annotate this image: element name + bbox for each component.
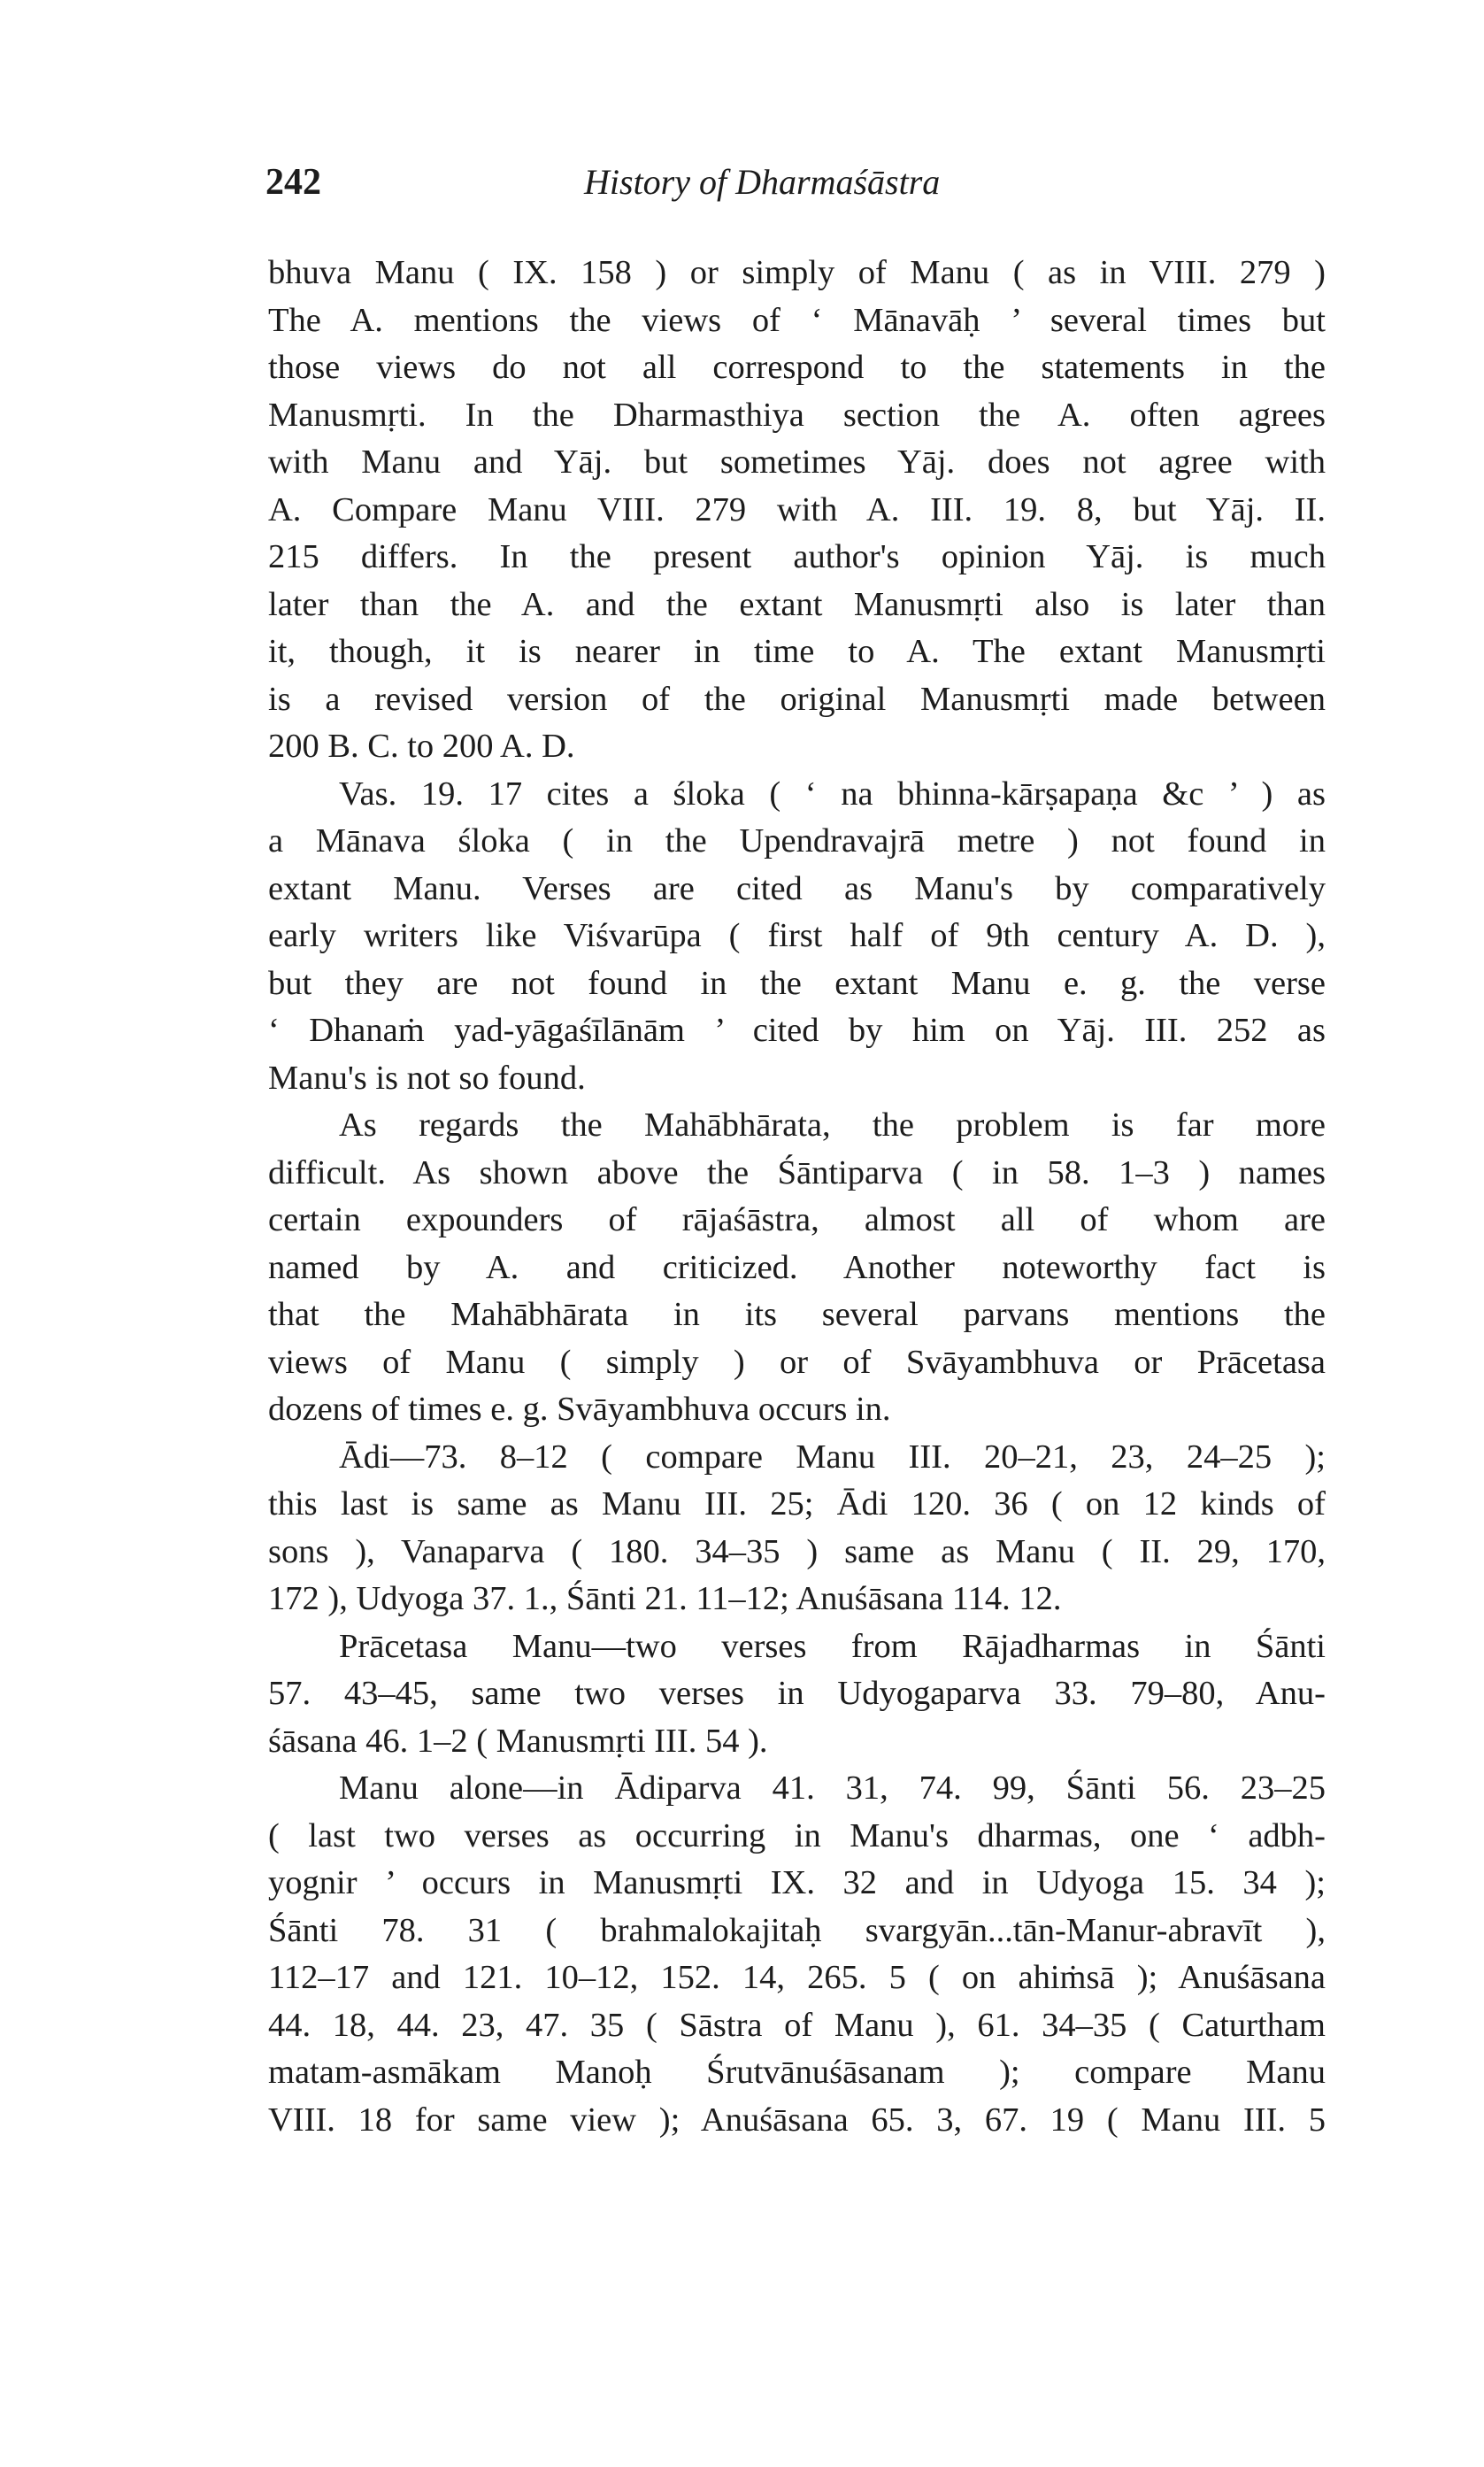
text-line: those views do not all correspond to the statements in the bbox=[268, 349, 1326, 386]
text-line: but they are not found in the extant Manu e. g. the verse bbox=[268, 964, 1326, 1002]
text-line: ( last two verses as occurring in Manu's dharmas, one ‘ adbh- bbox=[268, 1816, 1326, 1854]
text-line: 172 ), Udyoga 37. 1., Śānti 21. 11–12; Anuśāsana 114. 12. bbox=[268, 1580, 1062, 1617]
text-line: 57. 43–45, same two verses in Udyogaparva 33. 79–80, Anu- bbox=[268, 1675, 1326, 1712]
text-line: with Manu and Yāj. but sometimes Yāj. does not agree with bbox=[268, 443, 1326, 481]
text-line: The A. mentions the views of ‘ Mānavāḥ ’ several times but bbox=[268, 301, 1326, 339]
body-text bbox=[268, 250, 1326, 2144]
text-line: early writers like Viśvarūpa ( first half of 9th century A. D. ), bbox=[268, 917, 1326, 954]
text-line: later than the A. and the extant Manusmṛti also is later than bbox=[268, 585, 1326, 623]
text-line: 215 differs. In the present author's opinion Yāj. is much bbox=[268, 538, 1326, 575]
text-line: Ādi—73. 8–12 ( compare Manu III. 20–21, 23, 24–25 ); bbox=[339, 1438, 1326, 1476]
text-line: 44. 18, 44. 23, 47. 35 ( Sāstra of Manu ), 61. 34–35 ( Caturtham bbox=[268, 2006, 1326, 2044]
text-line: dozens of times e. g. Svāyambhuva occurs in. bbox=[268, 1391, 891, 1428]
text-line: matam-asmākam Manoḥ Śrutvānuśāsanam ); compare Manu bbox=[268, 2054, 1326, 2091]
text-line: A. Compare Manu VIII. 279 with A. III. 19. 8, but Yāj. II. bbox=[268, 490, 1326, 528]
text-line: this last is same as Manu III. 25; Ādi 120. 36 ( on 12 kinds of bbox=[268, 1485, 1326, 1523]
text-line: difficult. As shown above the Śāntiparva ( in 58. 1–3 ) names bbox=[268, 1153, 1326, 1191]
text-line: that the Mahābhārata in its several parvans mentions the bbox=[268, 1296, 1326, 1333]
text-line: VIII. 18 for same view ); Anuśāsana 65. 3, 67. 19 ( Manu III. 5 bbox=[268, 2101, 1326, 2139]
paragraph-3 bbox=[268, 1102, 1326, 1434]
text-line: extant Manu. Verses are cited as Manu's by comparatively bbox=[268, 869, 1326, 907]
text-line: Vas. 19. 17 cites a śloka ( ‘ na bhinna-kārṣapaṇa &c ’ ) as bbox=[339, 775, 1326, 813]
paragraph-1 bbox=[268, 250, 1326, 771]
text-line: 112–17 and 121. 10–12, 152. 14, 265. 5 ( on ahiṁsā ); Anuśāsana bbox=[268, 1959, 1326, 1996]
paragraph-2 bbox=[268, 771, 1326, 1103]
paragraph-5 bbox=[268, 1623, 1326, 1766]
text-line: Manusmṛti. In the Dharmasthiya section the A. often agrees bbox=[268, 396, 1326, 434]
text-line: Śānti 78. 31 ( brahmalokajitaḥ svargyān...tān-Manur-abravīt ), bbox=[268, 1911, 1326, 1949]
text-line: As regards the Mahābhārata, the problem is far more bbox=[339, 1106, 1326, 1144]
text-line: sons ), Vanaparva ( 180. 34–35 ) same as Manu ( II. 29, 170, bbox=[268, 1532, 1326, 1570]
running-title: History of Dharmaśāstra bbox=[584, 162, 941, 202]
text-line: a Mānava śloka ( in the Upendravajrā metre ) not found in bbox=[268, 822, 1326, 860]
text-line: Prācetasa Manu—two verses from Rājadharmas in Śānti bbox=[339, 1627, 1326, 1665]
text-line: yognir ’ occurs in Manusmṛti IX. 32 and in Udyoga 15. 34 ); bbox=[268, 1864, 1326, 1901]
text-line: views of Manu ( simply ) or of Svāyambhuva or Prācetasa bbox=[268, 1343, 1326, 1381]
text-line: 200 B. C. to 200 A. D. bbox=[268, 728, 575, 765]
text-line: is a revised version of the original Manusmṛti made between bbox=[268, 680, 1326, 718]
text-line: certain expounders of rājaśāstra, almost all of whom are bbox=[268, 1201, 1326, 1238]
text-line: Manu alone—in Ādiparva 41. 31, 74. 99, Śānti 56. 23–25 bbox=[339, 1769, 1326, 1807]
text-line: Manu's is not so found. bbox=[268, 1059, 586, 1097]
text-line: bhuva Manu ( IX. 158 ) or simply of Manu ( as in VIII. 279 ) bbox=[268, 254, 1326, 291]
text-line: named by A. and criticized. Another noteworthy fact is bbox=[268, 1248, 1326, 1286]
paragraph-6 bbox=[268, 1765, 1326, 2144]
text-line: it, though, it is nearer in time to A. The extant Manusmṛti bbox=[268, 633, 1326, 670]
text-line: śāsana 46. 1–2 ( Manusmṛti III. 54 ). bbox=[268, 1722, 768, 1760]
page-header bbox=[265, 161, 1354, 214]
text-line: ‘ Dhanaṁ yad-yāgaśīlānām ’ cited by him on Yāj. III. 252 as bbox=[268, 1012, 1326, 1049]
paragraph-4 bbox=[268, 1434, 1326, 1623]
page-number: 242 bbox=[265, 162, 321, 203]
